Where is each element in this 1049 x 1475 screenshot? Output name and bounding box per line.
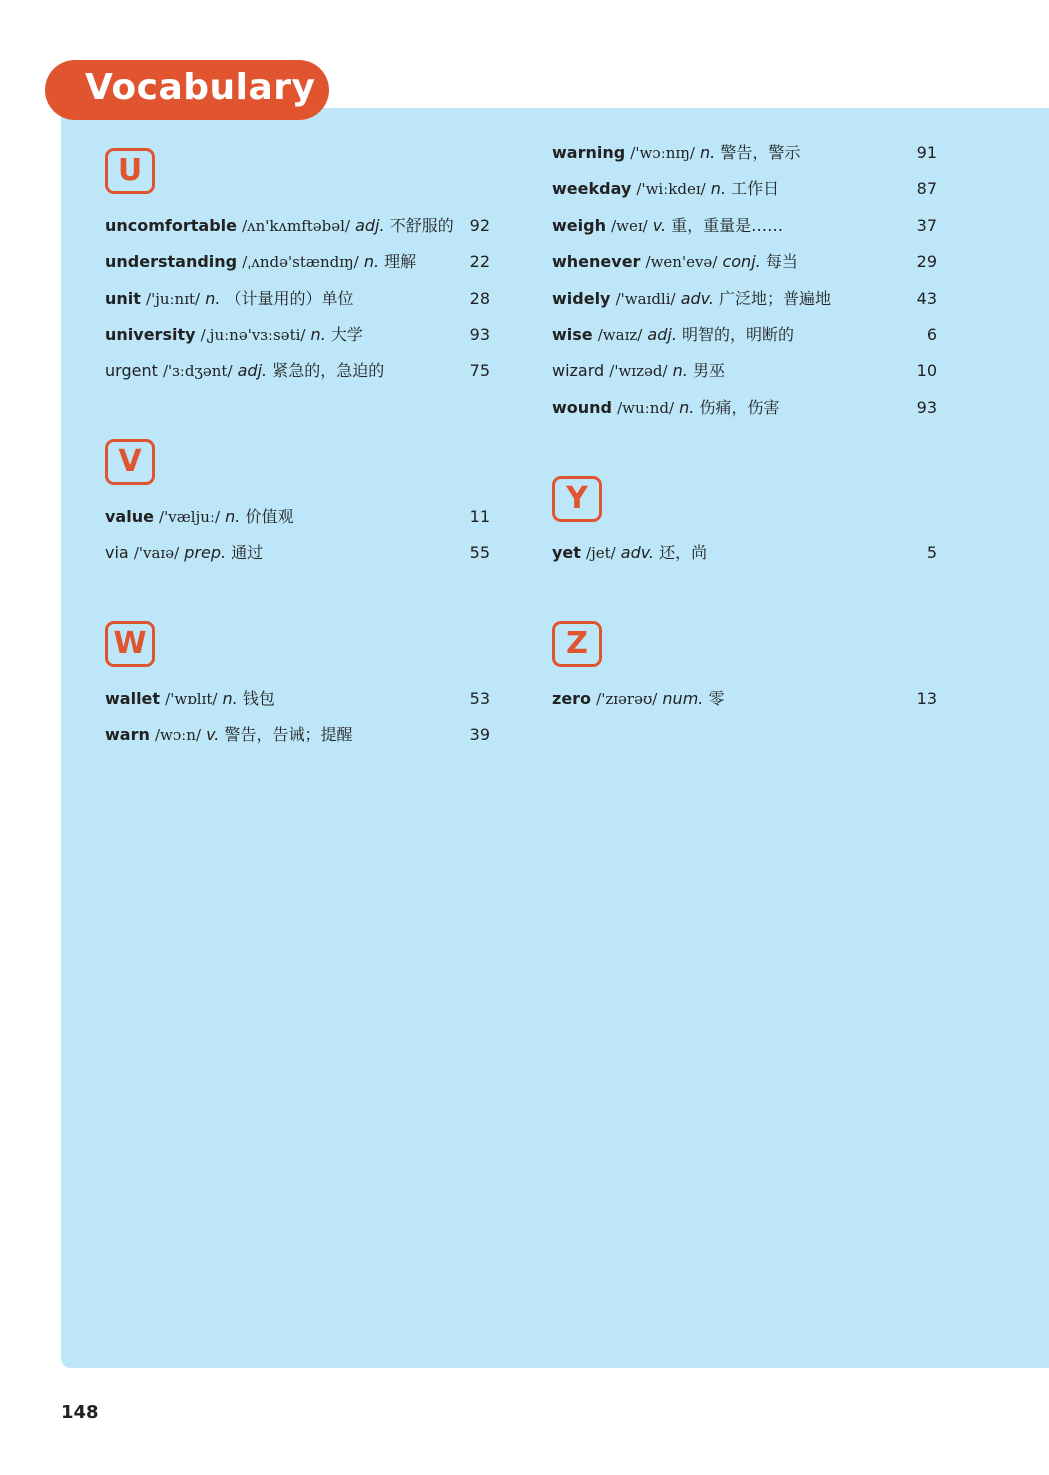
entry-word: wound (552, 398, 613, 417)
entry-word: widely (552, 289, 611, 308)
title-tab (45, 60, 329, 120)
section-letter-y: Y (552, 476, 602, 522)
entry-page-number: 39 (469, 725, 490, 744)
entry-page-number: 87 (916, 179, 937, 198)
entry-phonetic: /'væljuː/ (159, 508, 221, 526)
entry-definition: 广泛地；普遍地 (719, 289, 832, 308)
entry-page-number: 11 (469, 507, 490, 526)
entry-part-of-speech: n. (205, 289, 221, 308)
entry-part-of-speech: n. (310, 325, 326, 344)
vocab-entry-urgent (105, 356, 490, 386)
entry-word: whenever (552, 252, 641, 271)
entry-page-number: 75 (469, 361, 490, 380)
entry-definition: 紧急的，急迫的 (272, 361, 385, 380)
vocab-entry-wizard (552, 356, 937, 386)
entry-phonetic: /jet/ (586, 544, 616, 562)
entry-definition: 警告，警示 (720, 143, 801, 162)
entry-page-number: 55 (469, 543, 490, 562)
entry-phonetic: /wuːnd/ (617, 399, 675, 417)
entry-phonetic: /'wɔːnɪŋ/ (630, 144, 695, 162)
entry-phonetic: /'juːnɪt/ (146, 290, 201, 308)
entry-word: understanding (105, 252, 238, 271)
entry-part-of-speech: num. (662, 689, 704, 708)
vocab-entry-whenever (552, 247, 937, 277)
entry-definition: 警告，告诫；提醒 (224, 725, 353, 744)
vocab-entry-wallet (105, 684, 490, 714)
entry-word: via (105, 543, 129, 562)
entry-phonetic: /wɔːn/ (154, 726, 202, 744)
vocab-entry-wise (552, 320, 937, 350)
vocab-entry-zero (552, 684, 937, 714)
vocab-entry-warn (105, 720, 490, 750)
entry-phonetic: /'wiːkdeɪ/ (636, 180, 706, 198)
entry-definition: 重，重量是…… (671, 216, 784, 235)
entry-part-of-speech: n. (363, 252, 380, 271)
entry-phonetic: /ʌn'kʌmftəbəl/ (242, 217, 350, 235)
entry-page-number: 6 (926, 325, 937, 344)
entry-page-number: 93 (469, 325, 490, 344)
entry-word: wise (552, 325, 593, 344)
vocab-entry-value (105, 502, 490, 532)
entry-phonetic: /weɪ/ (611, 217, 648, 235)
section-letter-w: W (105, 621, 155, 667)
entry-part-of-speech: prep. (184, 543, 227, 562)
entry-page-number: 43 (916, 289, 937, 308)
entry-phonetic: /'zɪərəʊ/ (596, 690, 658, 708)
entry-word: value (105, 507, 154, 526)
entry-definition: 男巫 (692, 361, 725, 380)
entry-part-of-speech: adj. (355, 216, 385, 235)
entry-part-of-speech: n. (222, 689, 238, 708)
entry-part-of-speech: n. (679, 398, 695, 417)
vocab-entry-widely (552, 284, 937, 314)
entry-definition: 钱包 (242, 689, 275, 708)
vocab-entry-uncomfortable (105, 211, 490, 241)
section-letter-u: U (105, 148, 155, 194)
entry-phonetic: /'vaɪə/ (133, 544, 180, 562)
entry-definition: 价值观 (245, 507, 294, 526)
entry-word: unit (105, 289, 141, 308)
vocab-entry-unit (105, 284, 490, 314)
entry-part-of-speech: adv. (620, 543, 655, 562)
entry-definition: 伤痛，伤害 (699, 398, 780, 417)
entry-word: zero (552, 689, 592, 708)
entry-part-of-speech: adj. (237, 361, 268, 380)
vocab-entry-yet (552, 538, 937, 568)
entry-part-of-speech: n. (672, 361, 688, 380)
vocab-entry-weekday (552, 174, 937, 204)
entry-phonetic: /wen'evə/ (645, 253, 718, 271)
page-title: Vocabulary (85, 67, 316, 108)
entry-page-number: 92 (469, 216, 490, 235)
entry-page-number: 93 (916, 398, 937, 417)
entry-part-of-speech: n. (225, 507, 241, 526)
entry-word: weekday (552, 179, 632, 198)
entry-definition: 不舒服的 (389, 216, 454, 235)
entry-definition: 零 (708, 689, 725, 708)
entry-phonetic: /ˌʌndə'stændɪŋ/ (242, 253, 359, 271)
entry-part-of-speech: v. (206, 725, 220, 744)
section-letter-z: Z (552, 621, 602, 667)
entry-definition: 理解 (384, 252, 417, 271)
entry-page-number: 29 (916, 252, 937, 271)
entry-word: uncomfortable (105, 216, 238, 235)
entry-phonetic: /'wɒlɪt/ (165, 690, 218, 708)
entry-word: wallet (105, 689, 161, 708)
entry-page-number: 53 (469, 689, 490, 708)
entry-word: university (105, 325, 196, 344)
entry-part-of-speech: n. (710, 179, 727, 198)
entry-phonetic: /'ɜːdʒənt/ (162, 362, 233, 380)
entry-definition: 明智的，明断的 (682, 325, 795, 344)
vocab-entry-university (105, 320, 490, 350)
entry-word: weigh (552, 216, 606, 235)
entry-word: warn (105, 725, 150, 744)
entry-phonetic: /'waɪdli/ (615, 290, 676, 308)
entry-part-of-speech: conj. (722, 252, 761, 271)
entry-word: warning (552, 143, 626, 162)
entry-definition: 通过 (231, 543, 264, 562)
vocab-entry-understanding (105, 247, 490, 277)
vocab-entry-warning (552, 138, 937, 168)
entry-definition: 每当 (765, 252, 798, 271)
entry-word: wizard (552, 361, 605, 380)
entry-phonetic: /ˌjuːnə'vɜːsəti/ (200, 326, 306, 344)
entry-page-number: 10 (916, 361, 937, 380)
vocab-entry-wound (552, 393, 937, 423)
page-number: 148 (61, 1402, 99, 1423)
entry-page-number: 28 (469, 289, 490, 308)
vocab-entry-weigh (552, 211, 937, 241)
entry-part-of-speech: v. (652, 216, 667, 235)
entry-definition: （计量用的）单位 (225, 289, 354, 308)
entry-part-of-speech: n. (700, 143, 716, 162)
entry-word: urgent (105, 361, 158, 380)
entry-page-number: 22 (469, 252, 490, 271)
section-letter-v: V (105, 439, 155, 485)
entry-part-of-speech: adj. (647, 325, 677, 344)
entry-definition: 工作日 (731, 179, 780, 198)
entry-page-number: 91 (916, 143, 937, 162)
entry-page-number: 5 (926, 543, 937, 562)
entry-definition: 还，尚 (659, 543, 708, 562)
entry-definition: 大学 (330, 325, 363, 344)
entry-page-number: 13 (916, 689, 937, 708)
entry-phonetic: /waɪz/ (597, 326, 643, 344)
vocab-entry-via (105, 538, 490, 568)
entry-phonetic: /'wɪzəd/ (609, 362, 668, 380)
entry-part-of-speech: adv. (680, 289, 714, 308)
entry-page-number: 37 (916, 216, 937, 235)
entry-word: yet (552, 543, 581, 562)
